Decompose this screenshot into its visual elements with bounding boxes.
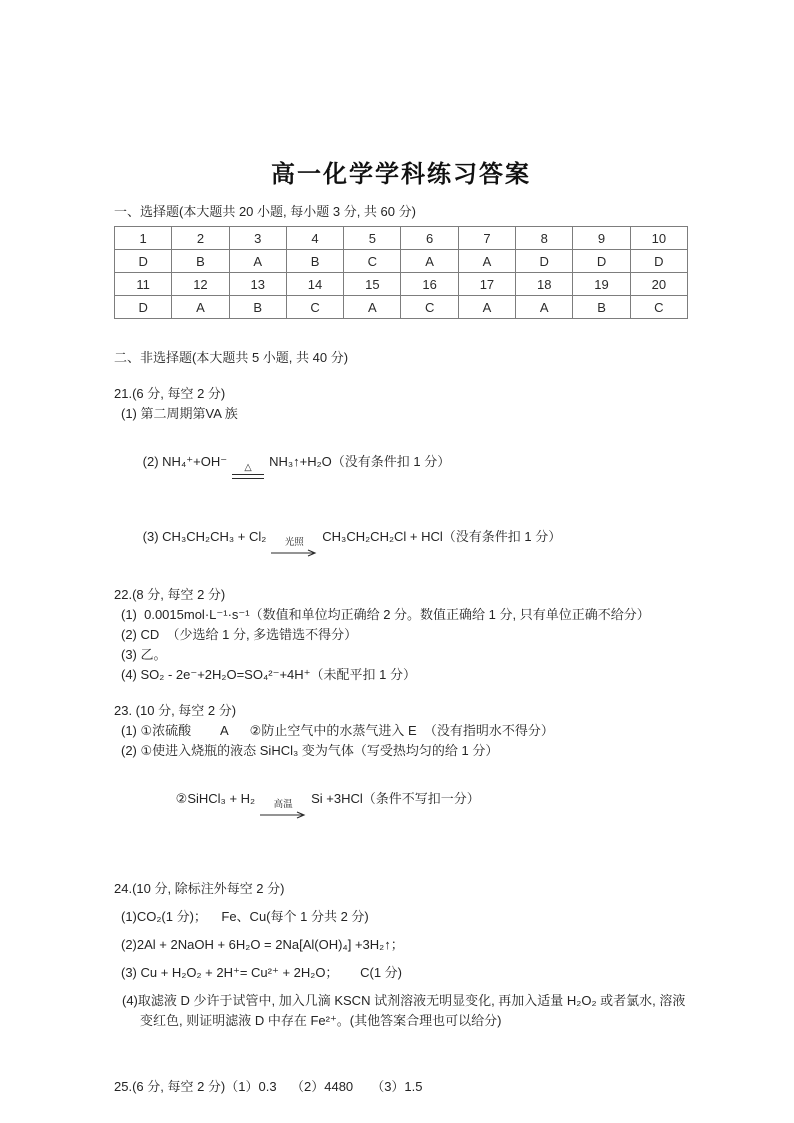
- heated-equals-symbol: [232, 463, 264, 479]
- answer-table-cell: A: [401, 250, 458, 273]
- answer-table-cell: B: [573, 296, 630, 319]
- q21-item2-lhs: (2) NH₄⁺+OH⁻: [142, 454, 228, 469]
- answer-table: [114, 226, 688, 319]
- answer-table-cell: 3: [229, 227, 286, 250]
- reaction-condition-delta: △: [244, 462, 252, 473]
- q24-item3: (3) Cu + H₂O₂ + 2H⁺= Cu²⁺ + 2H₂O； C(1 分): [121, 965, 402, 980]
- answer-table-cell: 19: [573, 273, 630, 296]
- q22-label: 22.(8 分, 每空 2 分): [114, 587, 226, 602]
- answer-table-cell: 10: [630, 227, 687, 250]
- answer-table-row: [115, 273, 688, 296]
- q21-label: 21.(6 分, 每空 2 分): [114, 386, 226, 401]
- q21-item2-rhs: NH₃↑+H₂O（没有条件扣 1 分）: [269, 454, 451, 469]
- answer-table-cell: B: [172, 250, 229, 273]
- reaction-condition-high-temp: 高温: [273, 799, 293, 810]
- answer-table-cell: A: [172, 296, 229, 319]
- answer-table-cell: 16: [401, 273, 458, 296]
- q24-item4: (4)取滤液 D 少许于试管中, 加入几滴 KSCN 试剂溶液无明显变化, 再加入适量 H₂O₂ 或者氯水, 溶液变红色, 则证明滤液 D 中存在 Fe²⁺。(其他答案合理也可以给分): [122, 993, 686, 1028]
- answer-table-cell: 9: [573, 227, 630, 250]
- answer-table-cell: C: [401, 296, 458, 319]
- answer-table-cell: D: [516, 250, 573, 273]
- q25-line: 25.(6 分, 每空 2 分)（1）0.3 （2）4480 （3）1.5: [114, 1079, 423, 1094]
- answer-table-cell: A: [458, 250, 515, 273]
- answer-table-cell: 11: [115, 273, 172, 296]
- q22-item1: (1) 0.0015mol·L⁻¹·s⁻¹（数值和单位均正确给 2 分。数值正确给 1 分, 只有单位正确不给分）: [121, 607, 650, 622]
- answer-table-cell: 2: [172, 227, 229, 250]
- q23-item1: (1) ①浓硫酸 A ②防止空气中的水蒸气进入 E （没有指明水不得分）: [121, 723, 554, 738]
- answer-table-row: [115, 296, 688, 319]
- answer-table-cell: C: [630, 296, 687, 319]
- answer-table-cell: C: [344, 250, 401, 273]
- answer-table-cell: A: [344, 296, 401, 319]
- answer-table-cell: 7: [458, 227, 515, 250]
- q22-item2: (2) CD （少选给 1 分, 多选错选不得分）: [121, 627, 358, 642]
- answer-table-cell: 8: [516, 227, 573, 250]
- q22-item3: (3) 乙。: [121, 647, 167, 662]
- q21-item3: [114, 507, 688, 577]
- q23-item2b-rhs: Si +3HCl（条件不写扣一分）: [311, 791, 480, 806]
- q22-item4: (4) SO₂ - 2e⁻+2H₂O=SO₄²⁻+4H⁺（未配平扣 1 分）: [121, 667, 416, 682]
- q21-item3-rhs: CH₃CH₂CH₂Cl + HCl（没有条件扣 1 分）: [322, 529, 562, 544]
- answer-table-cell: B: [286, 250, 343, 273]
- condition-arrow-symbol: [271, 538, 317, 557]
- right-arrow-icon: [271, 549, 317, 557]
- answer-table-cell: A: [516, 296, 573, 319]
- answer-table-row: [115, 227, 688, 250]
- condition-arrow-symbol: [260, 800, 306, 819]
- double-line: [232, 474, 264, 479]
- answer-table-cell: D: [115, 250, 172, 273]
- answer-table-cell: 18: [516, 273, 573, 296]
- answer-table-cell: 4: [286, 227, 343, 250]
- q24-item1: (1)CO₂(1 分)； Fe、Cu(每个 1 分共 2 分): [121, 909, 369, 924]
- answer-table-cell: 1: [115, 227, 172, 250]
- document-content: [114, 154, 688, 1097]
- answer-table-cell: D: [115, 296, 172, 319]
- q21-item1: (1) 第二周期第VA 族: [121, 406, 238, 421]
- section2-heading: 二、非选择题(本大题共 5 小题, 共 40 分): [114, 350, 349, 365]
- answer-table-cell: 12: [172, 273, 229, 296]
- q23-label: 23. (10 分, 每空 2 分): [114, 703, 237, 718]
- answer-table-cell: 13: [229, 273, 286, 296]
- answer-table-cell: 6: [401, 227, 458, 250]
- q23-item2a: (2) ①使进入烧瓶的液态 SiHCl₃ 变为气体（写受热均匀的给 1 分）: [121, 743, 499, 758]
- answer-table-cell: 5: [344, 227, 401, 250]
- q23-item2b: [114, 769, 688, 839]
- answer-table-cell: D: [630, 250, 687, 273]
- section1-heading: 一、选择题(本大题共 20 小题, 每小题 3 分, 共 60 分): [114, 204, 416, 219]
- page-title: 高一化学学科练习答案: [271, 161, 531, 188]
- answer-table-cell: 15: [344, 273, 401, 296]
- answer-table-cell: A: [229, 250, 286, 273]
- answer-table-cell: C: [286, 296, 343, 319]
- q21-item3-lhs: (3) CH₃CH₂CH₃ + Cl₂: [142, 529, 267, 544]
- q24-item2: (2)2Al + 2NaOH + 6H₂O = 2Na[Al(OH)₄] +3H₂↑；: [121, 937, 404, 952]
- answer-table-row: [115, 250, 688, 273]
- answer-table-cell: A: [458, 296, 515, 319]
- right-arrow-icon: [260, 811, 306, 819]
- answer-table-cell: 17: [458, 273, 515, 296]
- answer-table-cell: D: [573, 250, 630, 273]
- reaction-condition-light: 光照: [284, 537, 304, 548]
- answer-table-cell: 14: [286, 273, 343, 296]
- q21-item2: [114, 432, 688, 499]
- answer-table-body: [115, 227, 688, 319]
- q24-label: 24.(10 分, 除标注外每空 2 分): [114, 881, 285, 896]
- q23-item2b-lhs: ②SiHCl₃ + H₂: [175, 791, 256, 806]
- answer-table-cell: B: [229, 296, 286, 319]
- answer-table-cell: 20: [630, 273, 687, 296]
